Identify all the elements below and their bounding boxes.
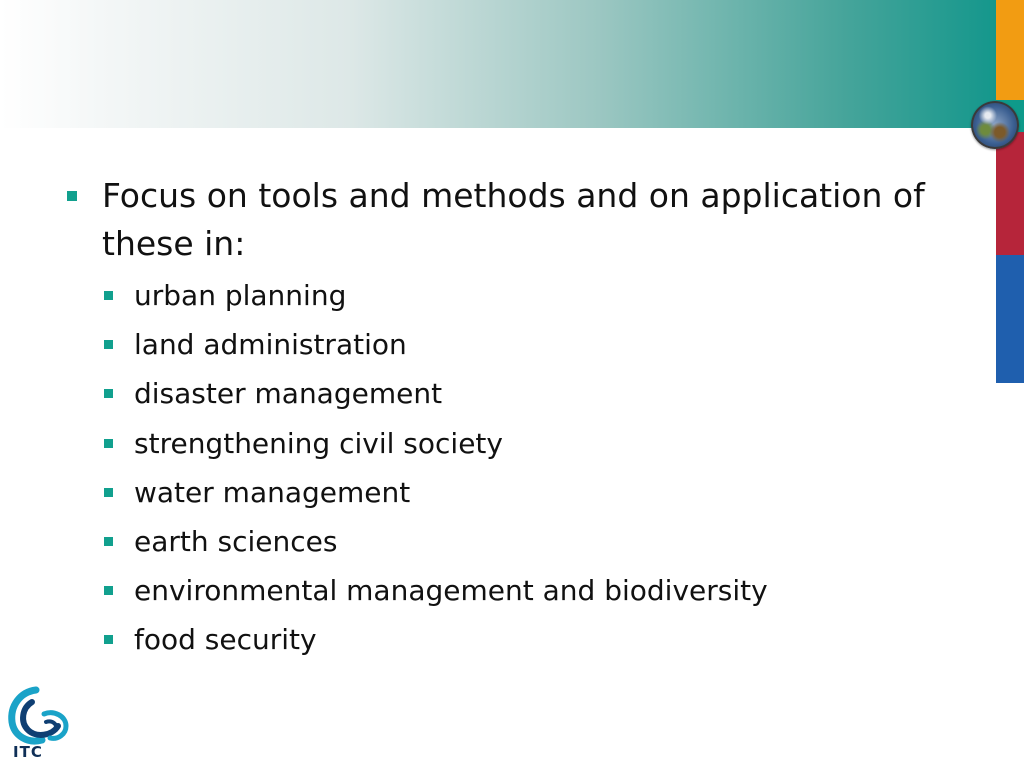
sub-bullet-item <box>104 468 964 517</box>
sub-bullet-item <box>104 419 964 468</box>
square-bullet-icon <box>104 488 113 497</box>
sub-bullet-list <box>104 271 964 665</box>
sub-bullet-text: earth sciences <box>134 525 338 559</box>
square-bullet-icon <box>104 586 113 595</box>
square-bullet-icon <box>104 340 113 349</box>
sub-bullet-item <box>104 566 964 615</box>
main-bullet-item <box>64 172 964 268</box>
square-bullet-icon <box>67 191 77 201</box>
square-bullet-icon <box>104 537 113 546</box>
slide-body <box>64 172 964 665</box>
stripe-blue <box>996 255 1024 383</box>
sub-bullet-text: land administration <box>134 328 407 362</box>
sub-bullet-text: strengthening civil society <box>134 426 503 460</box>
square-bullet-icon <box>104 635 113 644</box>
sub-bullet-text: urban planning <box>134 279 347 312</box>
sub-bullet-text: environmental management and biodiversity <box>134 574 768 608</box>
main-bullet-text: Focus on tools and methods and on application of these in: <box>102 176 925 263</box>
sub-bullet-text: disaster management <box>134 377 443 411</box>
square-bullet-icon <box>104 439 113 448</box>
square-bullet-icon <box>104 389 113 398</box>
square-bullet-icon <box>104 291 113 300</box>
sub-bullet-item <box>104 369 964 418</box>
stripe-red <box>996 132 1024 255</box>
stripe-orange <box>996 0 1024 100</box>
sub-bullet-item <box>104 320 964 369</box>
sub-bullet-item <box>104 615 964 664</box>
header-gradient-banner <box>0 0 997 128</box>
globe-icon <box>971 101 1019 149</box>
sub-bullet-text: food security <box>134 623 317 657</box>
sub-bullet-item <box>104 271 964 320</box>
side-color-stripes <box>996 0 1024 383</box>
itc-logo-text: ITC <box>13 743 43 761</box>
sub-bullet-text: water management <box>134 475 411 509</box>
sub-bullet-item <box>104 517 964 566</box>
